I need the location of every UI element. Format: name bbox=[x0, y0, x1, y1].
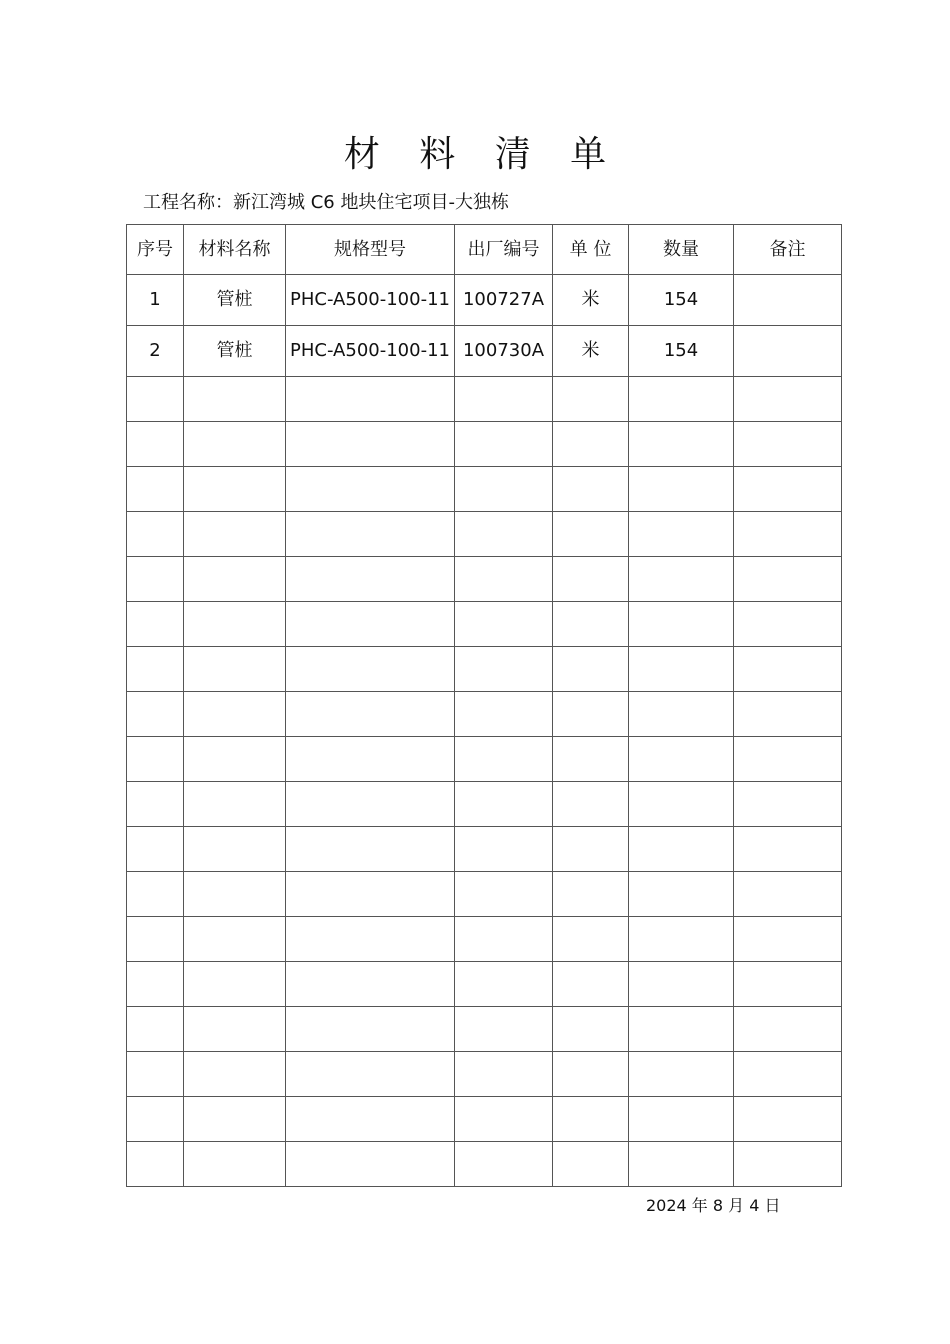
cell-serial: 100730A bbox=[455, 326, 553, 377]
empty-cell bbox=[455, 512, 553, 557]
empty-cell bbox=[734, 872, 842, 917]
empty-table-row bbox=[127, 737, 842, 782]
empty-cell bbox=[734, 737, 842, 782]
column-header: 备注 bbox=[734, 225, 842, 275]
column-header: 规格型号 bbox=[286, 225, 455, 275]
empty-cell bbox=[629, 962, 734, 1007]
empty-cell bbox=[184, 782, 286, 827]
empty-cell bbox=[184, 512, 286, 557]
empty-table-row bbox=[127, 1142, 842, 1187]
empty-cell bbox=[184, 962, 286, 1007]
empty-cell bbox=[127, 647, 184, 692]
empty-cell bbox=[553, 647, 629, 692]
empty-cell bbox=[184, 647, 286, 692]
empty-cell bbox=[629, 1097, 734, 1142]
empty-cell bbox=[286, 1052, 455, 1097]
empty-cell bbox=[184, 422, 286, 467]
cell-unit: 米 bbox=[553, 326, 629, 377]
empty-cell bbox=[127, 917, 184, 962]
empty-cell bbox=[734, 962, 842, 1007]
empty-table-row bbox=[127, 1052, 842, 1097]
empty-cell bbox=[553, 872, 629, 917]
document-date: 2024 年 8 月 4 日 bbox=[646, 1196, 781, 1215]
empty-cell bbox=[184, 1052, 286, 1097]
empty-cell bbox=[127, 467, 184, 512]
empty-cell bbox=[286, 917, 455, 962]
empty-cell bbox=[629, 1052, 734, 1097]
empty-cell bbox=[184, 467, 286, 512]
empty-table-row bbox=[127, 467, 842, 512]
empty-table-row bbox=[127, 647, 842, 692]
empty-cell bbox=[286, 962, 455, 1007]
empty-table-row bbox=[127, 557, 842, 602]
cell-serial: 100727A bbox=[455, 275, 553, 326]
empty-cell bbox=[127, 557, 184, 602]
empty-cell bbox=[286, 737, 455, 782]
empty-cell bbox=[455, 422, 553, 467]
empty-cell bbox=[127, 962, 184, 1007]
empty-cell bbox=[734, 1097, 842, 1142]
empty-cell bbox=[734, 917, 842, 962]
empty-cell bbox=[553, 377, 629, 422]
empty-cell bbox=[734, 1052, 842, 1097]
empty-cell bbox=[629, 827, 734, 872]
empty-cell bbox=[455, 782, 553, 827]
empty-cell bbox=[553, 467, 629, 512]
empty-cell bbox=[286, 1142, 455, 1187]
empty-cell bbox=[127, 782, 184, 827]
document-title: 材 料 清 单 bbox=[343, 134, 621, 175]
empty-cell bbox=[127, 737, 184, 782]
empty-cell bbox=[629, 647, 734, 692]
empty-table-row bbox=[127, 962, 842, 1007]
empty-cell bbox=[455, 827, 553, 872]
empty-cell bbox=[286, 872, 455, 917]
empty-cell bbox=[455, 1052, 553, 1097]
column-header: 数量 bbox=[629, 225, 734, 275]
empty-cell bbox=[553, 557, 629, 602]
empty-cell bbox=[184, 692, 286, 737]
empty-cell bbox=[184, 377, 286, 422]
column-header: 单 位 bbox=[553, 225, 629, 275]
empty-table-row bbox=[127, 1007, 842, 1052]
empty-cell bbox=[455, 917, 553, 962]
empty-cell bbox=[734, 422, 842, 467]
empty-cell bbox=[455, 962, 553, 1007]
empty-cell bbox=[629, 782, 734, 827]
empty-table-row bbox=[127, 917, 842, 962]
empty-cell bbox=[629, 872, 734, 917]
empty-cell bbox=[629, 1142, 734, 1187]
empty-cell bbox=[734, 602, 842, 647]
empty-cell bbox=[455, 557, 553, 602]
empty-cell bbox=[455, 1007, 553, 1052]
empty-cell bbox=[184, 872, 286, 917]
table-row bbox=[127, 275, 842, 326]
empty-cell bbox=[127, 602, 184, 647]
project-name: 工程名称：新江湾城 C6 地块住宅项目-大独栋 bbox=[143, 192, 509, 213]
empty-cell bbox=[629, 467, 734, 512]
empty-cell bbox=[629, 377, 734, 422]
empty-cell bbox=[127, 692, 184, 737]
empty-table-row bbox=[127, 377, 842, 422]
cell-note bbox=[734, 326, 842, 377]
cell-quantity: 154 bbox=[629, 326, 734, 377]
empty-cell bbox=[286, 692, 455, 737]
empty-cell bbox=[734, 467, 842, 512]
empty-cell bbox=[455, 602, 553, 647]
column-header: 出厂编号 bbox=[455, 225, 553, 275]
empty-cell bbox=[184, 737, 286, 782]
empty-cell bbox=[127, 872, 184, 917]
empty-table-row bbox=[127, 1097, 842, 1142]
empty-cell bbox=[629, 1007, 734, 1052]
cell-note bbox=[734, 275, 842, 326]
empty-table-row bbox=[127, 602, 842, 647]
empty-cell bbox=[286, 377, 455, 422]
cell-quantity: 154 bbox=[629, 275, 734, 326]
empty-cell bbox=[127, 512, 184, 557]
empty-cell bbox=[127, 1097, 184, 1142]
empty-cell bbox=[184, 827, 286, 872]
empty-table-row bbox=[127, 782, 842, 827]
empty-cell bbox=[629, 422, 734, 467]
empty-cell bbox=[286, 827, 455, 872]
empty-cell bbox=[734, 557, 842, 602]
empty-cell bbox=[286, 1097, 455, 1142]
empty-cell bbox=[184, 1097, 286, 1142]
cell-material-name: 管桩 bbox=[184, 275, 286, 326]
empty-cell bbox=[455, 1142, 553, 1187]
empty-cell bbox=[734, 647, 842, 692]
empty-cell bbox=[553, 1142, 629, 1187]
empty-cell bbox=[455, 872, 553, 917]
empty-cell bbox=[455, 377, 553, 422]
empty-cell bbox=[127, 377, 184, 422]
empty-cell bbox=[455, 647, 553, 692]
empty-cell bbox=[734, 512, 842, 557]
empty-cell bbox=[553, 962, 629, 1007]
empty-cell bbox=[553, 422, 629, 467]
empty-cell bbox=[629, 512, 734, 557]
cell-no: 2 bbox=[127, 326, 184, 377]
empty-table-row bbox=[127, 872, 842, 917]
empty-cell bbox=[286, 512, 455, 557]
empty-cell bbox=[553, 512, 629, 557]
empty-cell bbox=[553, 602, 629, 647]
empty-cell bbox=[629, 917, 734, 962]
empty-cell bbox=[127, 1007, 184, 1052]
empty-cell bbox=[286, 647, 455, 692]
empty-table-row bbox=[127, 692, 842, 737]
empty-cell bbox=[553, 692, 629, 737]
column-header: 序号 bbox=[127, 225, 184, 275]
empty-cell bbox=[553, 917, 629, 962]
table-header-row bbox=[127, 225, 842, 275]
empty-cell bbox=[734, 1007, 842, 1052]
empty-cell bbox=[184, 602, 286, 647]
empty-cell bbox=[127, 422, 184, 467]
cell-unit: 米 bbox=[553, 275, 629, 326]
empty-cell bbox=[553, 1007, 629, 1052]
empty-cell bbox=[286, 467, 455, 512]
empty-cell bbox=[629, 557, 734, 602]
empty-cell bbox=[553, 1052, 629, 1097]
empty-cell bbox=[734, 1142, 842, 1187]
empty-cell bbox=[553, 1097, 629, 1142]
empty-cell bbox=[629, 692, 734, 737]
cell-spec: PHC-A500-100-11 bbox=[286, 275, 455, 326]
empty-cell bbox=[184, 557, 286, 602]
table-row bbox=[127, 326, 842, 377]
empty-cell bbox=[629, 602, 734, 647]
column-header: 材料名称 bbox=[184, 225, 286, 275]
empty-table-row bbox=[127, 422, 842, 467]
empty-cell bbox=[184, 1142, 286, 1187]
empty-cell bbox=[286, 782, 455, 827]
empty-cell bbox=[286, 422, 455, 467]
cell-spec: PHC-A500-100-11 bbox=[286, 326, 455, 377]
empty-cell bbox=[553, 782, 629, 827]
empty-cell bbox=[286, 1007, 455, 1052]
empty-cell bbox=[286, 557, 455, 602]
cell-material-name: 管桩 bbox=[184, 326, 286, 377]
empty-cell bbox=[455, 692, 553, 737]
empty-cell bbox=[629, 737, 734, 782]
empty-cell bbox=[127, 827, 184, 872]
empty-cell bbox=[734, 692, 842, 737]
empty-cell bbox=[734, 782, 842, 827]
materials-table bbox=[126, 224, 842, 1187]
empty-cell bbox=[553, 827, 629, 872]
cell-no: 1 bbox=[127, 275, 184, 326]
empty-cell bbox=[455, 1097, 553, 1142]
empty-cell bbox=[455, 737, 553, 782]
empty-cell bbox=[553, 737, 629, 782]
empty-table-row bbox=[127, 827, 842, 872]
empty-cell bbox=[184, 917, 286, 962]
empty-cell bbox=[127, 1052, 184, 1097]
empty-cell bbox=[455, 467, 553, 512]
empty-cell bbox=[286, 602, 455, 647]
empty-table-row bbox=[127, 512, 842, 557]
empty-cell bbox=[127, 1142, 184, 1187]
empty-cell bbox=[734, 827, 842, 872]
empty-cell bbox=[184, 1007, 286, 1052]
empty-cell bbox=[734, 377, 842, 422]
